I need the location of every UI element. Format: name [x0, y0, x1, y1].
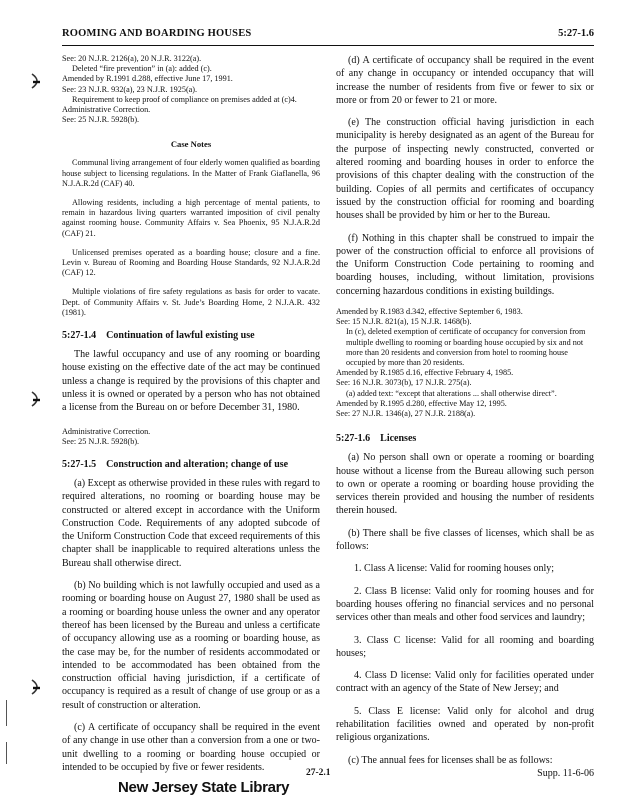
case-note: Allowing residents, including a high percentage of mental patients, to remain in hazardous living quarters warranted imposition of civil penalty against rooming house. Community Affairs v. Sea Phoenix, 95 N.J.A.R.2d (CAF) 21. [62, 198, 320, 238]
section-heading-1-6 [336, 433, 594, 444]
section-title: Licenses [380, 433, 417, 445]
history-note: (a) added text: “except that alterations ... shall otherwise direct”. [346, 388, 557, 398]
license-class-item: 5. Class E license: Valid only for alcohol and drug rehabilitation facilities owned and operated by non-profit religious organizations. [336, 705, 594, 744]
history-note: See: 25 N.J.R. 5928(b). [62, 115, 140, 125]
section-title: Continuation of lawful existing use [106, 330, 255, 342]
scan-margin-mark [6, 742, 7, 764]
case-notes-heading: Case Notes [170, 139, 212, 150]
section-paragraph: (d) A certificate of occupancy shall be required in the event of any change in occupancy or intended occupancy that will increase the number of residents from five or fewer to six or more or from 20 or fewer to 21 or more. [336, 55, 594, 106]
history-note: Deleted “fire prevention” in (a): added (c). [72, 64, 212, 74]
page-number: 27-2.1 [306, 768, 331, 778]
section-number: 5:27-1.6 [336, 433, 371, 445]
header-rule [62, 45, 594, 46]
history-note: See: 25 N.J.R. 5928(b). [62, 436, 140, 446]
history-note: Amended by R.1983 d.342, effective September 6, 1983. [336, 307, 523, 317]
history-note: Administrative Correction. [62, 105, 151, 115]
history-note: See: 23 N.J.R. 932(a), 23 N.J.R. 1925(a). [62, 84, 198, 94]
history-note: Requirement to keep proof of compliance on premises added at (c)4. [72, 94, 297, 104]
section-paragraph: (b) There shall be five classes of licenses, which shall be as follows: [336, 527, 594, 553]
history-note: In (c), deleted exemption of certificate of occupancy for conversion from multiple dwelling to rooming or boarding house occupied by six and not more than 20 residents and conversion from hotel to rooming house occupied by more than 20 residents. [346, 327, 586, 368]
section-heading-1-5 [62, 459, 320, 470]
section-paragraph: (c) The annual fees for licenses shall be as follows: [348, 754, 553, 766]
history-note: See: 16 N.J.R. 3073(b), 17 N.J.R. 275(a). [336, 378, 472, 388]
scan-margin-mark [6, 700, 7, 726]
history-notes [62, 54, 320, 125]
section-paragraph: (f) Nothing in this chapter shall be construed to impair the power of the construction official to enforce all provisions of the Uniform Construction Code pertaining to rooming and boarding houses, including, without limitation, provisions concerning hazardous conditions in existing buildings. [336, 232, 594, 297]
section-paragraph: (b) No building which is not lawfully occupied and used as a rooming or boarding house on August 27, 1980 shall be used as a rooming or boarding house unless the owner and any operator thereof has been licensed by the Bureau and unless a certificate of occupancy allowing use as a rooming or boarding house, as the case may be, for the number of residents accommodated or intended to be accommodated has been obtained from the construction official having jurisdiction, if a certificate of occupancy is required as a result of change of use group or as a result of construction or alteration. [62, 580, 320, 711]
punch-hole-icon [30, 676, 44, 698]
history-note: Amended by R.1995 d.280, effective May 12, 1995. [336, 398, 507, 408]
license-class-item: 2. Class B license: Valid only for rooming houses and for boarding houses offering no financial services and no personal services other than meals and other food services and laundry; [336, 585, 594, 624]
section-paragraph: (a) Except as otherwise provided in these rules with regard to required alterations, no rooming or boarding house may be constructed or altered except in accordance with the Uniform Construction Code. Requirements of any adopted subcode of the Uniform Construction Code that exceed requirements of this chapter shall be inapplicable to required alterations unless the Bureau shall otherwise direct. [62, 477, 320, 569]
section-paragraph: (e) The construction official having jurisdiction in each municipality is hereby designated as an agent of the Bureau for the purpose of inspecting newly constructed, converted or altered rooming and boarding houses in order to enforce the provisions of this chapter dealing with the construction of the building. Copies of all permits and certificates of occupancy issued by the construction official for rooming and boarding houses shall be provided by him or her to the Bureau. [336, 117, 594, 222]
history-note: Administrative Correction. [62, 426, 151, 436]
history-note: See: 27 N.J.R. 1346(a), 27 N.J.R. 2188(a). [336, 409, 476, 419]
header-title: ROOMING AND BOARDING HOUSES [62, 28, 252, 39]
license-class-item: 4. Class D license: Valid only for facilities operated under contract with an agency of the State of New Jersey; and [336, 670, 594, 695]
right-column [336, 54, 594, 776]
history-notes [62, 427, 320, 447]
history-note: Amended by R.1985 d.16, effective February 4, 1985. [336, 368, 514, 378]
history-notes [336, 307, 594, 419]
license-class-item: 1. Class A license: Valid for rooming houses only; [354, 563, 555, 575]
history-note: Amended by R.1991 d.288, effective June 17, 1991. [62, 74, 233, 84]
section-title: Construction and alteration; change of use [106, 458, 289, 470]
case-note: Multiple violations of fire safety regulations as basis for order to vacate. Dept. of Community Affairs v. St. Jude’s Boarding Home, 2 N.J.A.R. 432 (1981). [62, 287, 320, 317]
section-paragraph: The lawful occupancy and use of any rooming or boarding house existing on the effective date of the act may be continued unless a change is required by the provisions of this chapter and unless it is owned or operated by a person who has not obtained a license from the Bureau on or before December 31, 1980. [62, 349, 320, 414]
section-heading-1-4 [62, 330, 320, 341]
section-number: 5:27-1.4 [62, 330, 97, 342]
case-note: Unlicensed premises operated as a boarding house; closure and a fine. Levin v. Bureau of Rooming and Boarding House Standards, 92 N.J.A.R.2d (CAF) 12. [62, 247, 320, 278]
punch-hole-icon [30, 388, 44, 410]
library-stamp: New Jersey State Library [118, 779, 290, 796]
section-number: 5:27-1.5 [62, 458, 97, 470]
header-section-ref: 5:27-1.6 [558, 28, 594, 39]
case-note: Communal living arrangement of four elderly women qualified as boarding house subject to licensing regulations. In the Matter of Frank Giaflanella, 96 N.J.A.R.2d (CAF) 40. [62, 158, 320, 188]
supplement-date: Supp. 11-6-06 [537, 768, 594, 779]
license-class-item: 3. Class C license: Valid for all rooming and boarding houses; [336, 634, 594, 659]
left-column [62, 54, 320, 783]
punch-hole-icon [30, 70, 44, 92]
history-note: See: 15 N.J.R. 821(a), 15 N.J.R. 1468(b). [336, 317, 472, 327]
running-header [62, 28, 594, 44]
history-note: See: 20 N.J.R. 2126(a), 20 N.J.R. 3122(a). [62, 54, 202, 63]
section-paragraph: (c) A certificate of occupancy shall be required in the event of any change in use other than a conversion from a one or two-unit dwelling to a rooming or boarding house occupied or intended to be occupied by five or fewer residents. [62, 722, 320, 773]
section-paragraph: (a) No person shall own or operate a rooming or boarding house without a license from the Bureau allowing such person to own or operate a rooming or boarding house providing the services therein provided and housing the number of residents therein housed. [336, 452, 594, 517]
